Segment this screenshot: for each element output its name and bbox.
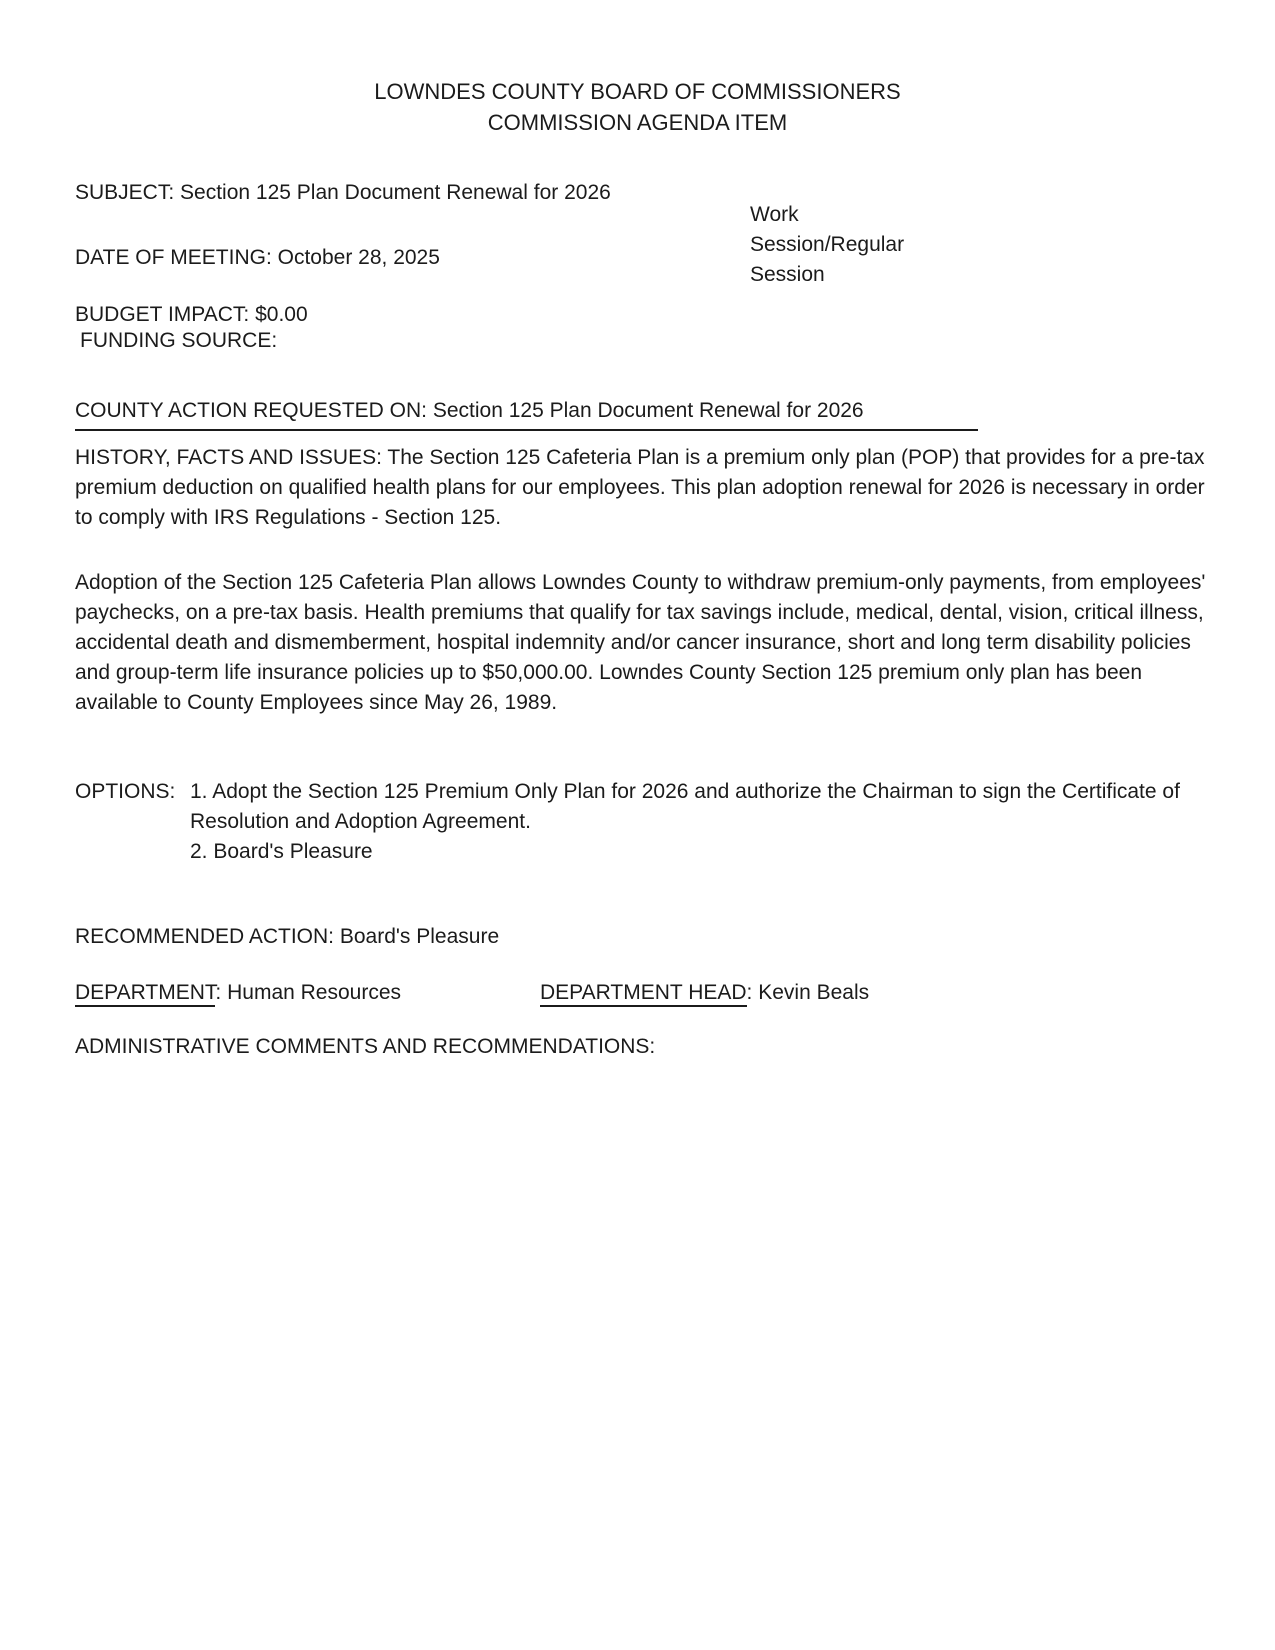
admin-comments-line [75, 1034, 655, 1060]
subject-line [75, 180, 611, 206]
adoption-paragraph: Adoption of the Section 125 Cafeteria Plan allows Lowndes County to withdraw premium-only payments, from employees' paychecks, on a pre-tax basis. Health premiums that qualify for tax savings include, medical, dental, vision, critical illness, accidental death and dismemberment, hospital indemnity and/or cancer insurance, short and long term disability policies and group-term life insurance policies up to $50,000.00. Lowndes County Section 125 premium only plan has been available to County Employees since May 26, 1989. [75, 571, 1206, 714]
admin-comments-label: ADMINISTRATIVE COMMENTS AND RECOMMENDATIONS: [75, 1035, 656, 1058]
session-type-line: Work [750, 203, 799, 226]
county-action-label: COUNTY ACTION REQUESTED ON: [75, 399, 427, 422]
subject-value: Section 125 Plan Document Renewal for 2026 [180, 181, 611, 204]
recommended-action-label: RECOMMENDED ACTION: [75, 925, 335, 948]
header-org-title: LOWNDES COUNTY BOARD OF COMMISSIONERS [374, 79, 901, 104]
options-label: OPTIONS: [75, 780, 176, 803]
meeting-date-line [75, 245, 440, 271]
department-value: Human Resources [227, 981, 402, 1004]
budget-impact-line [75, 302, 308, 328]
session-type-line: Session [750, 263, 825, 286]
meeting-date-label: DATE OF MEETING: [75, 246, 272, 269]
budget-impact-value: $0.00 [255, 303, 308, 326]
option-item-1: 1. Adopt the Section 125 Premium Only Plan for 2026 and authorize the Chairman to sign the Certificate of Resolution and Adoption Agreement. [190, 780, 1180, 833]
header-doc-title: COMMISSION AGENDA ITEM [487, 110, 788, 135]
document-header [0, 76, 1275, 138]
meeting-date-value: October 28, 2025 [277, 246, 440, 269]
option-item-2: 2. Board's Pleasure [190, 840, 373, 863]
options-list [190, 777, 1195, 867]
history-label: HISTORY, FACTS AND ISSUES: [75, 446, 382, 469]
department-head-label: DEPARTMENT HEAD [540, 981, 747, 1007]
session-type-line: Session/Regular [750, 233, 905, 256]
history-text: The Section 125 Cafeteria Plan is a premium only plan (POP) that provides for a pre-tax premium deduction on qualified health plans for our employees. This plan adoption renewal for 2026 is necessary in order to comply with IRS Regulations - Section 125. [75, 446, 1205, 529]
county-action-value: Section 125 Plan Document Renewal for 2026 [432, 399, 864, 422]
recommended-action-line [75, 924, 499, 950]
budget-impact-label: BUDGET IMPACT: [75, 303, 250, 326]
session-type-block [750, 200, 930, 290]
department-line [75, 980, 401, 1006]
department-head-value: Kevin Beals [758, 981, 870, 1004]
funding-source-line [80, 328, 277, 354]
funding-source-label: FUNDING SOURCE: [80, 329, 278, 352]
department-label: DEPARTMENT [75, 981, 215, 1007]
history-facts-paragraph [75, 443, 1210, 533]
department-separator: : [215, 981, 222, 1004]
subject-label: SUBJECT: [75, 181, 175, 204]
department-head-separator: : [746, 981, 753, 1004]
department-head-line [540, 980, 869, 1006]
county-action-requested-line [75, 399, 978, 431]
recommended-action-value: Board's Pleasure [339, 925, 500, 948]
